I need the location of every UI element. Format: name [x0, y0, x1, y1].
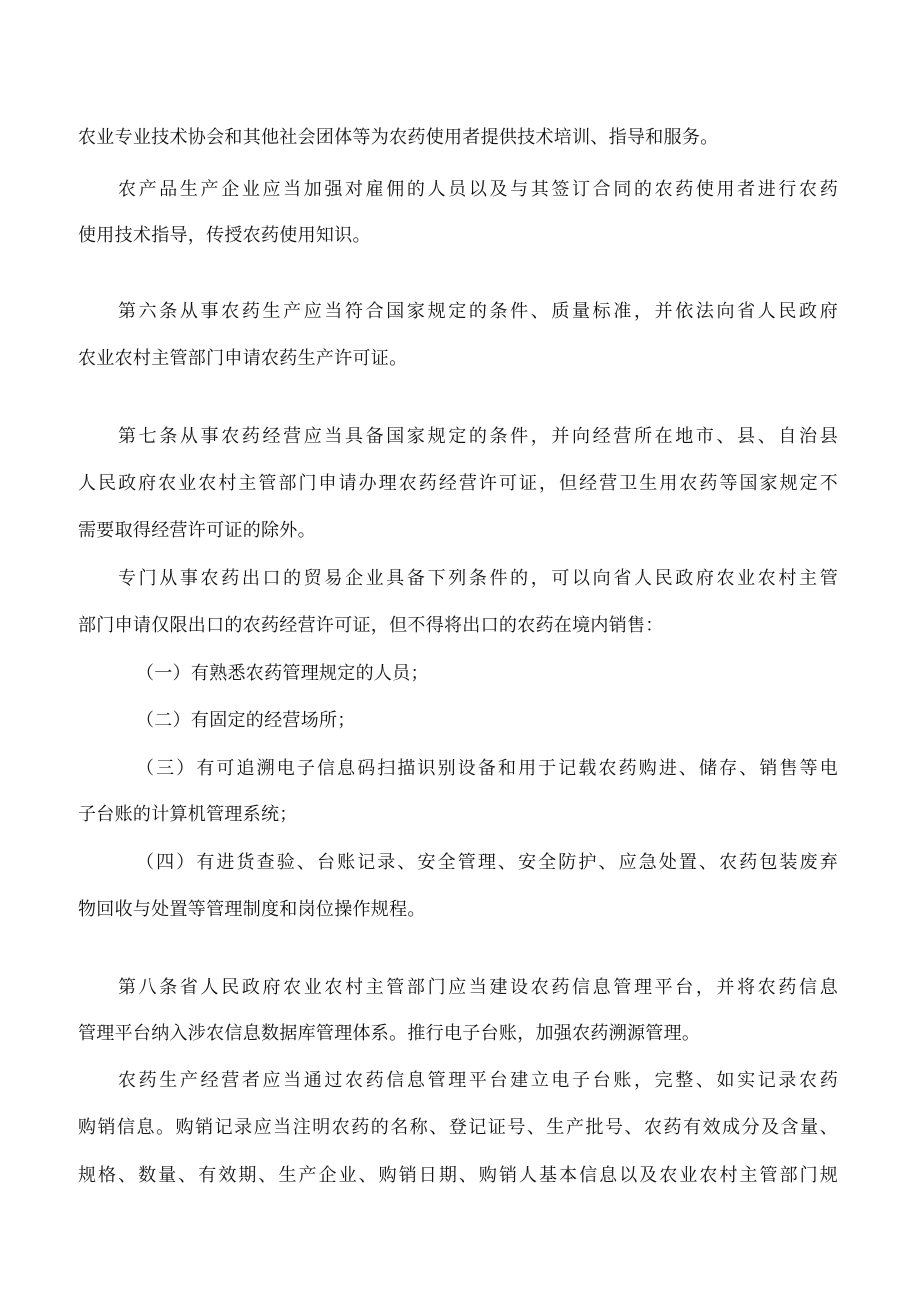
text-line: 农业专业技术协会和其他社会团体等为农药使用者提供技术培训、指导和服务。	[78, 127, 719, 148]
text-line: 购销信息。购销记录应当注明农药的名称、登记证号、生产批号、农药有效成分及含量、	[78, 1117, 838, 1138]
text-line: 管理平台纳入涉农信息数据库管理体系。推行电子台账，加强农药溯源管理。	[78, 1023, 701, 1044]
article-6-heading-line: 第六条从事农药生产应当符合国家规定的条件、质量标准，并依法向省人民政府	[118, 301, 838, 322]
list-item: （一）有熟悉农药管理规定的人员；	[136, 663, 429, 684]
text-line: 需要取得经营许可证的除外。	[78, 520, 316, 541]
article-7-heading-line: 第七条从事农药经营应当具备国家规定的条件，并向经营所在地市、县、自治县	[118, 426, 838, 447]
list-item: （三）有可追溯电子信息码扫描识别设备和用于记载农药购进、储存、销售等电	[136, 758, 838, 779]
text-line: 规格、数量、有效期、生产企业、购销日期、购销人基本信息以及农业农村主管部门规	[78, 1165, 838, 1186]
text-line: 农产品生产企业应当加强对雇佣的人员以及与其签订合同的农药使用者进行农药	[118, 179, 838, 200]
list-item: （二）有固定的经营场所；	[136, 710, 356, 731]
text-line: 部门申请仅限出口的农药经营许可证，但不得将出口的农药在境内销售：	[78, 615, 664, 636]
text-line: 专门从事农药出口的贸易企业具备下列条件的，可以向省人民政府农业农村主管	[118, 568, 838, 589]
text-line: 使用技术指导，传授农药使用知识。	[78, 225, 371, 246]
text-line: 人民政府农业农村主管部门申请办理农药经营许可证，但经营卫生用农药等国家规定不	[78, 473, 838, 494]
text-line: 子台账的计算机管理系统；	[78, 804, 298, 825]
text-line: 农业农村主管部门申请农药生产许可证。	[78, 348, 408, 369]
article-8-heading-line: 第八条省人民政府农业农村主管部门应当建设农药信息管理平台，并将农药信息	[118, 977, 838, 998]
text-line: 物回收与处置等管理制度和岗位操作规程。	[78, 899, 426, 920]
text-line: 农药生产经营者应当通过农药信息管理平台建立电子台账，完整、如实记录农药	[118, 1070, 838, 1091]
list-item: （四）有进货查验、台账记录、安全管理、安全防护、应急处置、农药包装废弃	[136, 852, 838, 873]
